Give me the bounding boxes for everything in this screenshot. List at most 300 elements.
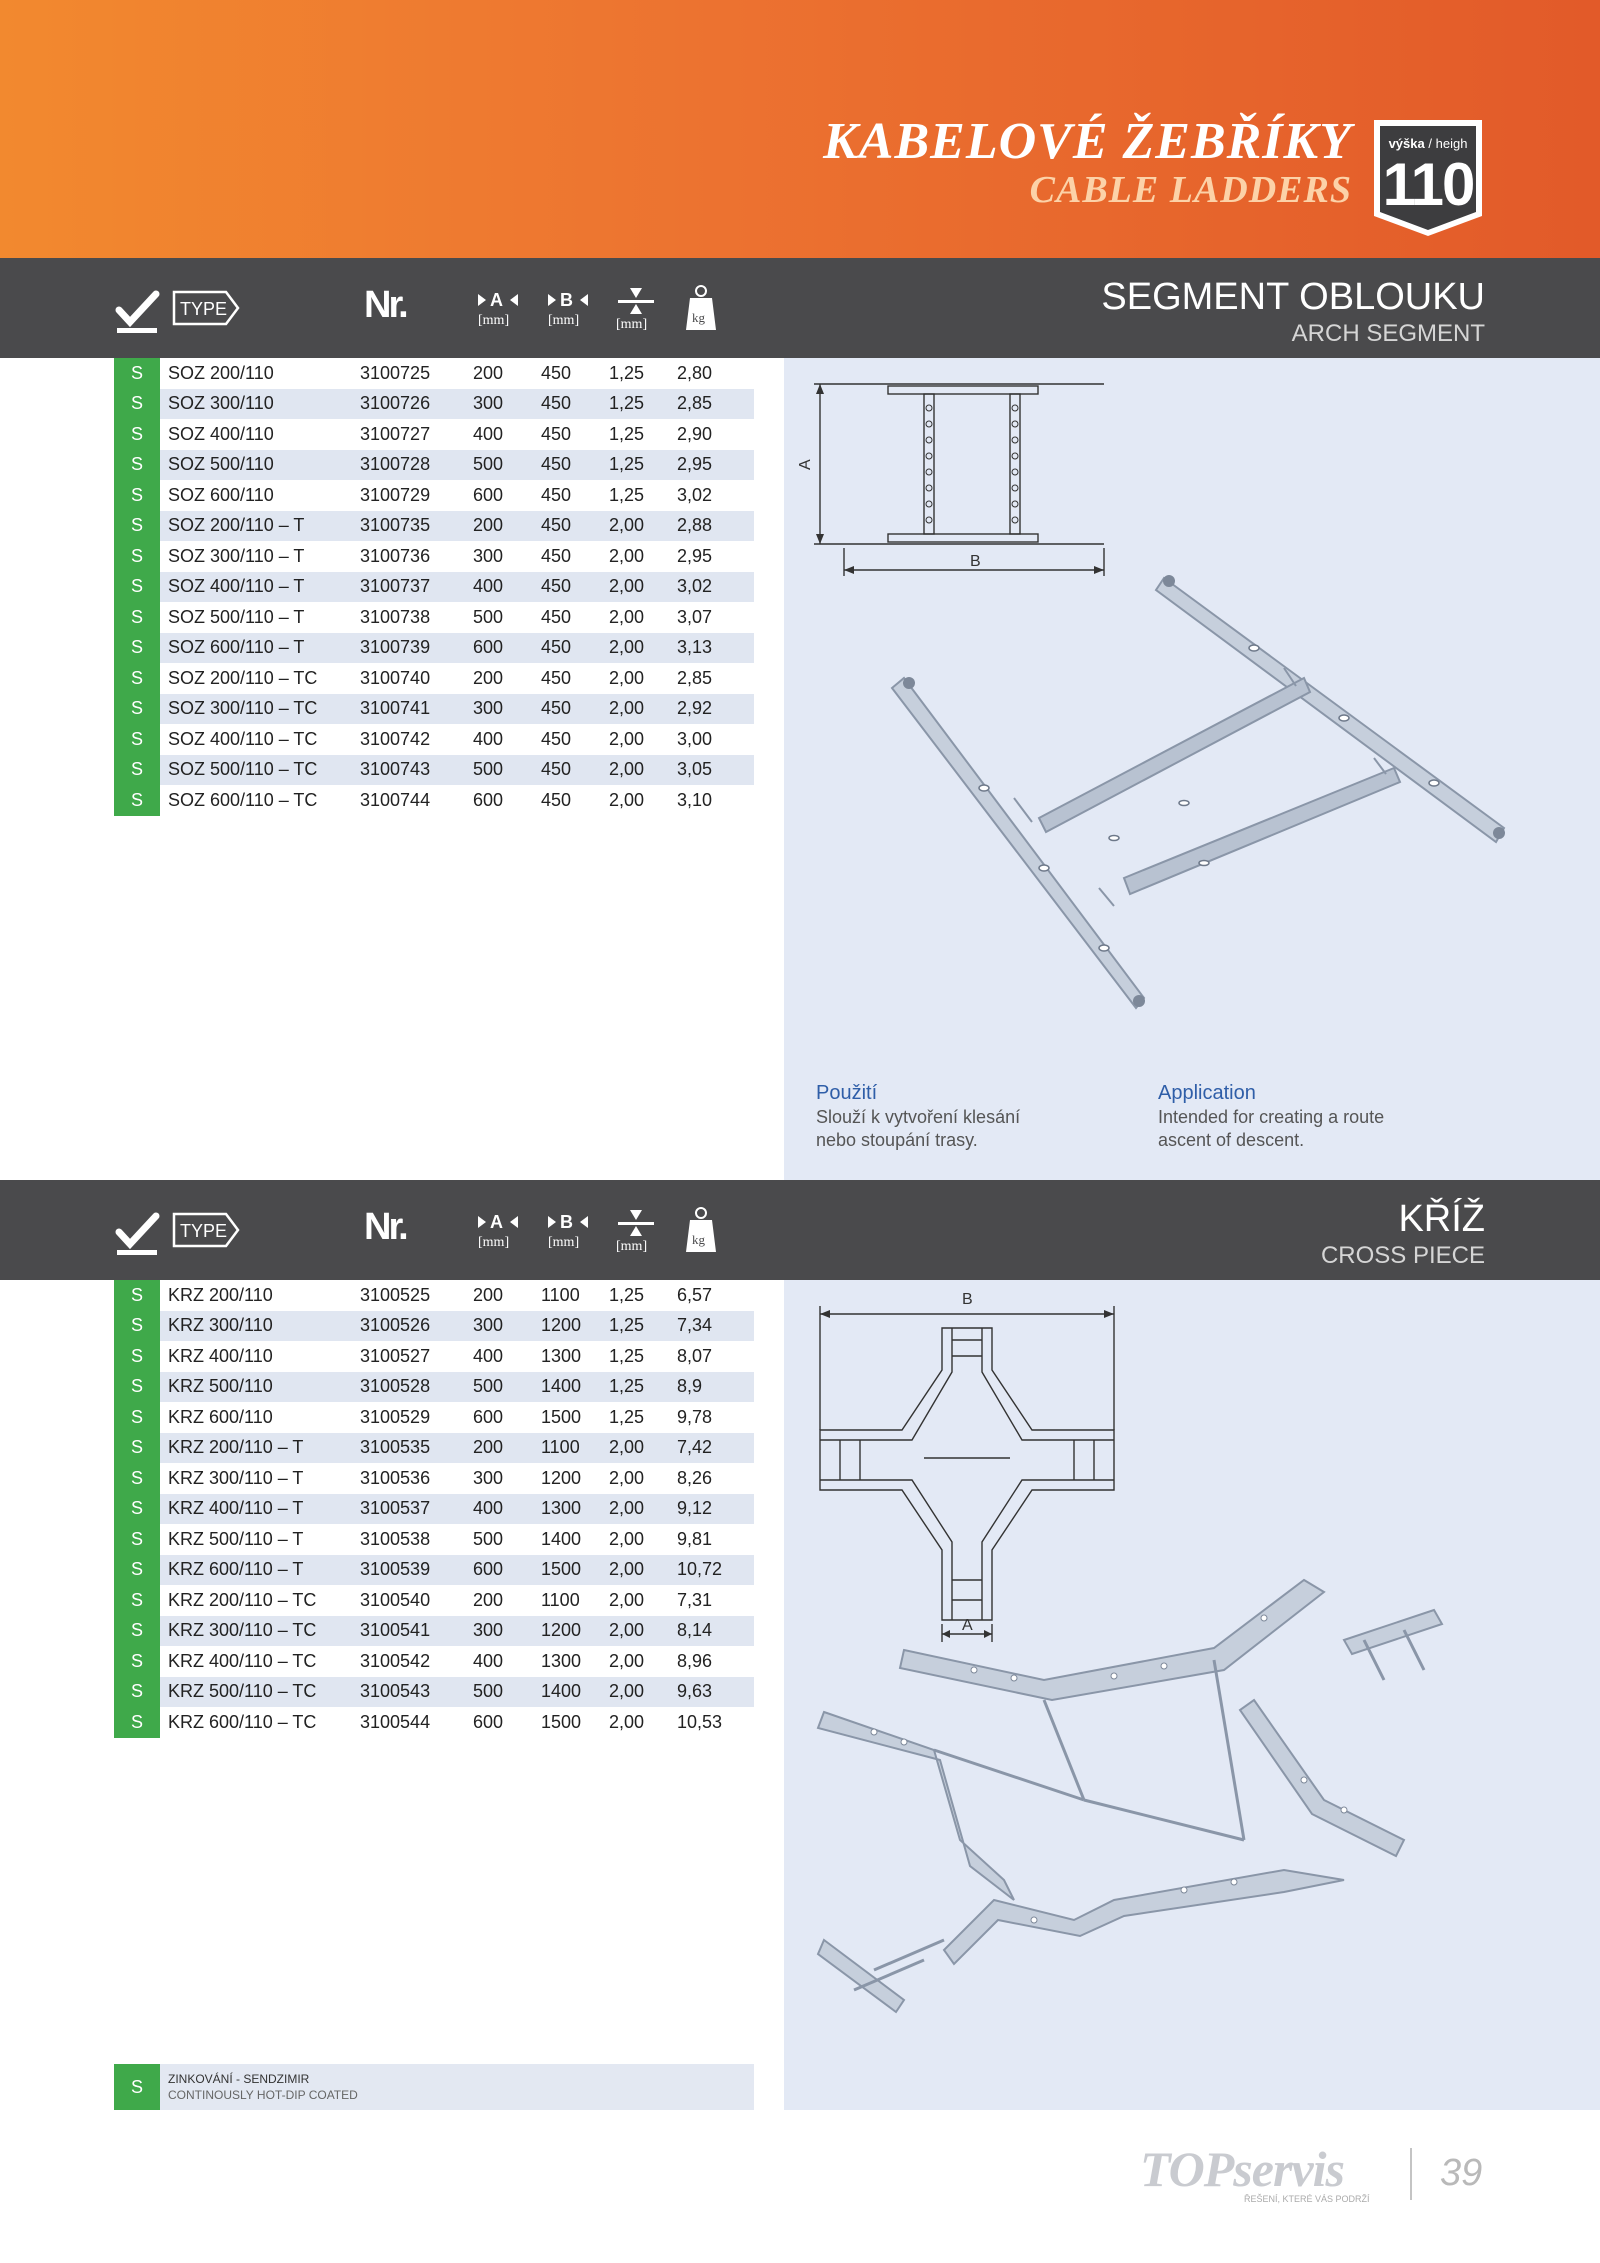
cell-surface-code: S xyxy=(114,1524,160,1555)
cell-nr: 3100743 xyxy=(360,755,473,786)
table-row xyxy=(114,755,754,786)
cell-nr: 3100737 xyxy=(360,572,473,603)
cell-type: SOZ 200/110 – TC xyxy=(168,667,318,688)
cell-type: KRZ 200/110 – TC xyxy=(168,1589,317,1610)
cell-thickness: 1,25 xyxy=(609,423,645,444)
dimension-a-icon xyxy=(476,258,520,358)
cell-surface-code: S xyxy=(114,1402,160,1433)
cell-type: SOZ 300/110 xyxy=(160,389,360,420)
cell-thickness: 1,25 xyxy=(609,362,645,383)
cell-type: SOZ 200/110 – T xyxy=(160,511,360,542)
cell-dim-b: 1300 xyxy=(541,1345,582,1366)
cell-weight: 10,72 xyxy=(677,1555,754,1586)
cell-dim-a: 500 xyxy=(473,606,504,627)
cell-weight: 3,10 xyxy=(677,789,713,810)
cell-nr: 3100535 xyxy=(360,1433,473,1464)
cell-dim-b: 450 xyxy=(541,450,609,481)
svg-text:kg: kg xyxy=(692,1232,705,1247)
cell-type: SOZ 500/110 – TC xyxy=(160,755,360,786)
cell-weight: 2,95 xyxy=(677,450,754,481)
cross-piece-table xyxy=(114,1280,754,1738)
table-row xyxy=(114,1616,754,1647)
cell-dim-b: 450 xyxy=(541,667,572,688)
cell-thickness: 2,00 xyxy=(609,1650,645,1671)
cell-dim-b: 450 xyxy=(541,389,609,420)
section-bar-cross-piece xyxy=(0,1180,1600,1280)
legend xyxy=(114,2064,754,2110)
cell-weight: 3,02 xyxy=(677,572,754,603)
cross-piece-drawing xyxy=(784,1280,1600,2110)
cell-thickness: 1,25 xyxy=(609,484,645,505)
cell-surface-code: S xyxy=(114,633,160,664)
table-row xyxy=(114,1646,754,1677)
table-row xyxy=(114,511,754,542)
table-row xyxy=(114,1311,754,1342)
cell-thickness: 2,00 xyxy=(609,1494,677,1525)
svg-text:A: A xyxy=(490,1212,503,1232)
cell-surface-code: S xyxy=(114,511,160,542)
dimension-b-icon xyxy=(546,258,590,358)
cell-type: SOZ 300/110 – T xyxy=(168,545,305,566)
cell-dim-b: 1400 xyxy=(541,1372,609,1403)
cell-nr: 3100727 xyxy=(360,423,431,444)
nr-header: Nr. xyxy=(364,1206,406,1248)
table-row xyxy=(114,389,754,420)
table-row xyxy=(114,602,754,633)
cell-dim-a: 300 xyxy=(473,1311,541,1342)
table-row xyxy=(114,1341,754,1372)
cell-dim-a: 400 xyxy=(473,1650,504,1671)
table-row xyxy=(114,694,754,725)
table-row xyxy=(114,1524,754,1555)
cell-type: KRZ 400/110 – T xyxy=(160,1494,360,1525)
table-row xyxy=(114,1555,754,1586)
cell-surface-code: S xyxy=(114,1707,160,1738)
cell-weight: 7,31 xyxy=(677,1589,713,1610)
cell-thickness: 1,25 xyxy=(609,1372,677,1403)
cell-surface-code: S xyxy=(114,1372,160,1403)
legend-line2: CONTINOUSLY HOT-DIP COATED xyxy=(168,2088,358,2102)
cell-surface-code: S xyxy=(114,1280,160,1311)
cell-weight: 2,92 xyxy=(677,694,754,725)
cell-type: KRZ 400/110 xyxy=(168,1345,273,1366)
logo-text: TOPservis xyxy=(1140,2141,1344,2197)
page-number: 39 xyxy=(1440,2152,1483,2194)
cell-dim-a: 400 xyxy=(473,572,541,603)
svg-text:B: B xyxy=(560,1212,573,1232)
table-row xyxy=(114,419,754,450)
cell-surface-code: S xyxy=(114,1555,160,1586)
cell-surface-code: S xyxy=(114,1433,160,1464)
cell-surface-code: S xyxy=(114,663,160,694)
cell-weight: 3,13 xyxy=(677,633,754,664)
cell-thickness: 1,25 xyxy=(609,1406,645,1427)
table-row xyxy=(114,724,754,755)
cell-weight: 2,88 xyxy=(677,511,754,542)
cell-thickness: 2,00 xyxy=(609,1433,677,1464)
cell-dim-a: 600 xyxy=(473,1555,541,1586)
cell-thickness: 2,00 xyxy=(609,1589,645,1610)
height-badge xyxy=(1370,116,1486,240)
cell-dim-a: 200 xyxy=(473,1433,541,1464)
cell-dim-a: 600 xyxy=(473,1711,504,1732)
cell-nr: 3100541 xyxy=(360,1616,473,1647)
cell-thickness: 2,00 xyxy=(609,789,645,810)
cell-surface-code: S xyxy=(114,1646,160,1677)
cell-surface-code: S xyxy=(114,450,160,481)
cell-weight: 3,05 xyxy=(677,755,754,786)
cell-surface-code: S xyxy=(114,1311,160,1342)
cell-surface-code: S xyxy=(114,1463,160,1494)
cell-nr: 3100536 xyxy=(360,1467,431,1488)
cell-weight: 7,42 xyxy=(677,1433,754,1464)
table-row xyxy=(114,663,754,694)
application-en xyxy=(1158,1082,1384,1152)
cell-nr: 3100735 xyxy=(360,511,473,542)
svg-text:A: A xyxy=(962,1617,973,1634)
cell-dim-a: 200 xyxy=(473,1284,504,1305)
cell-surface-code: S xyxy=(114,602,160,633)
cell-dim-a: 600 xyxy=(473,633,541,664)
cell-thickness: 1,25 xyxy=(609,1284,645,1305)
cell-weight: 10,53 xyxy=(677,1711,723,1732)
cell-nr: 3100527 xyxy=(360,1345,431,1366)
section-title: KŘÍŽ xyxy=(1398,1198,1485,1240)
topservis-logo xyxy=(1140,2140,1380,2210)
svg-text:TYPE: TYPE xyxy=(180,299,228,319)
cell-type: KRZ 500/110 – TC xyxy=(160,1677,360,1708)
cell-type: KRZ 300/110 – TC xyxy=(160,1616,360,1647)
cell-dim-b: 450 xyxy=(541,633,609,664)
cross-piece-image-panel xyxy=(784,1280,1600,2110)
cell-type: SOZ 300/110 – TC xyxy=(160,694,360,725)
cell-weight: 9,63 xyxy=(677,1677,754,1708)
cell-dim-a: 300 xyxy=(473,694,541,725)
legend-line1: ZINKOVÁNÍ - SENDZIMIR xyxy=(168,2072,310,2086)
cell-nr: 3100726 xyxy=(360,389,473,420)
svg-text:kg: kg xyxy=(692,310,705,325)
thickness-icon xyxy=(614,258,658,358)
cell-nr: 3100526 xyxy=(360,1311,473,1342)
cell-surface-code: S xyxy=(114,541,160,572)
cell-weight: 2,85 xyxy=(677,667,713,688)
cell-nr: 3100728 xyxy=(360,450,473,481)
cell-surface-code: S xyxy=(114,1341,160,1372)
cell-dim-a: 300 xyxy=(473,545,504,566)
table-row xyxy=(114,1677,754,1708)
cell-surface-code: S xyxy=(114,755,160,786)
cell-type: KRZ 200/110 – T xyxy=(160,1433,360,1464)
cell-type: SOZ 400/110 – TC xyxy=(168,728,318,749)
arch-segment-table xyxy=(114,358,754,816)
cell-dim-a: 500 xyxy=(473,755,541,786)
cell-surface-code: S xyxy=(114,358,160,389)
arch-segment-image-panel xyxy=(784,358,1600,1180)
dimension-b-icon xyxy=(546,1180,590,1280)
table-row xyxy=(114,1433,754,1464)
cell-dim-b: 1500 xyxy=(541,1406,582,1427)
table-row xyxy=(114,541,754,572)
cell-thickness: 2,00 xyxy=(609,728,645,749)
cell-nr: 3100729 xyxy=(360,484,431,505)
svg-text:B: B xyxy=(970,553,981,570)
badge-label: výška / heigh xyxy=(1388,136,1468,151)
svg-text:A: A xyxy=(797,459,814,470)
check-icon xyxy=(114,258,164,358)
cell-nr: 3100538 xyxy=(360,1528,431,1549)
cell-weight: 3,02 xyxy=(677,484,713,505)
cell-thickness: 2,00 xyxy=(609,1467,645,1488)
cell-thickness: 2,00 xyxy=(609,1677,677,1708)
cell-type: KRZ 200/110 xyxy=(168,1284,273,1305)
thickness-icon xyxy=(614,1180,658,1280)
section-subtitle: CROSS PIECE xyxy=(1320,1242,1485,1269)
cell-nr: 3100739 xyxy=(360,633,473,664)
cell-surface-code: S xyxy=(114,724,160,755)
cell-weight: 9,12 xyxy=(677,1494,754,1525)
cell-weight: 2,80 xyxy=(677,362,713,383)
type-tag-icon xyxy=(172,258,242,358)
cell-dim-b: 1500 xyxy=(541,1711,582,1732)
cell-weight: 8,07 xyxy=(677,1345,713,1366)
cell-dim-a: 300 xyxy=(473,389,541,420)
application-cz xyxy=(816,1082,1020,1152)
arch-segment-drawing xyxy=(784,358,1600,1180)
cell-thickness: 2,00 xyxy=(609,1528,645,1549)
cell-dim-b: 1300 xyxy=(541,1494,609,1525)
cell-type: SOZ 400/110 – T xyxy=(160,572,360,603)
application-cz-heading: Použití xyxy=(816,1082,878,1104)
table-row xyxy=(114,572,754,603)
cell-dim-a: 500 xyxy=(473,1528,504,1549)
cell-dim-b: 1500 xyxy=(541,1555,609,1586)
cell-surface-code: S xyxy=(114,1585,160,1616)
cell-nr: 3100736 xyxy=(360,545,431,566)
cell-type: KRZ 500/110 – T xyxy=(168,1528,304,1549)
cell-dim-a: 600 xyxy=(473,484,504,505)
section-title: SEGMENT OBLOUKU xyxy=(1101,276,1485,318)
cell-dim-a: 400 xyxy=(473,423,504,444)
cell-dim-a: 500 xyxy=(473,1372,541,1403)
cell-nr: 3100537 xyxy=(360,1494,473,1525)
cell-dim-a: 600 xyxy=(473,1406,504,1427)
svg-text:A: A xyxy=(490,290,503,310)
cell-thickness: 2,00 xyxy=(609,545,645,566)
nr-header: Nr. xyxy=(364,284,406,326)
cell-dim-a: 200 xyxy=(473,667,504,688)
table-row xyxy=(114,1372,754,1403)
cell-dim-b: 1300 xyxy=(541,1650,582,1671)
cell-type: SOZ 600/110 – TC xyxy=(168,789,318,810)
cell-dim-b: 1100 xyxy=(541,1284,580,1305)
svg-text:[mm]: [mm] xyxy=(478,313,510,328)
application-en-heading: Application xyxy=(1158,1082,1256,1104)
cell-surface-code: S xyxy=(114,785,160,816)
cell-dim-b: 1400 xyxy=(541,1528,582,1549)
svg-text:[mm]: [mm] xyxy=(478,1235,510,1250)
svg-text:[mm]: [mm] xyxy=(616,1239,648,1254)
table-row xyxy=(114,785,754,816)
cell-nr: 3100543 xyxy=(360,1677,473,1708)
cell-dim-a: 400 xyxy=(473,728,504,749)
legend-code: S xyxy=(114,2064,160,2110)
cell-weight: 2,95 xyxy=(677,545,713,566)
table-row xyxy=(114,1585,754,1616)
cell-weight: 9,81 xyxy=(677,1528,713,1549)
cell-surface-code: S xyxy=(114,694,160,725)
cell-dim-b: 450 xyxy=(541,511,609,542)
weight-icon xyxy=(684,258,718,358)
weight-icon xyxy=(684,1180,718,1280)
cell-dim-a: 400 xyxy=(473,1494,541,1525)
cell-type: KRZ 500/110 xyxy=(160,1372,360,1403)
cell-dim-b: 1200 xyxy=(541,1616,609,1647)
cell-dim-b: 450 xyxy=(541,789,572,810)
title-en: CABLE LADDERS xyxy=(1029,169,1352,211)
check-icon xyxy=(114,1180,164,1280)
table-row xyxy=(114,450,754,481)
page-header xyxy=(0,0,1600,258)
cell-thickness: 2,00 xyxy=(609,1616,677,1647)
cell-dim-b: 450 xyxy=(541,423,572,444)
svg-text:[mm]: [mm] xyxy=(548,1235,580,1250)
cell-thickness: 2,00 xyxy=(609,1555,677,1586)
svg-text:B: B xyxy=(962,1291,973,1308)
cell-surface-code: S xyxy=(114,1677,160,1708)
type-tag-icon xyxy=(172,1180,242,1280)
cell-thickness: 1,25 xyxy=(609,1345,645,1366)
cell-surface-code: S xyxy=(114,389,160,420)
table-row xyxy=(114,358,754,389)
cell-weight: 3,07 xyxy=(677,606,713,627)
table-row xyxy=(114,480,754,511)
table-row xyxy=(114,633,754,664)
table-row xyxy=(114,1494,754,1525)
svg-text:[mm]: [mm] xyxy=(548,313,580,328)
table-row xyxy=(114,1280,754,1311)
cell-surface-code: S xyxy=(114,1494,160,1525)
cell-dim-a: 600 xyxy=(473,789,504,810)
cell-weight: 8,14 xyxy=(677,1616,754,1647)
cell-dim-b: 450 xyxy=(541,694,609,725)
cell-thickness: 2,00 xyxy=(609,633,677,664)
cell-type: KRZ 600/110 xyxy=(168,1406,273,1427)
application-cz-line2: nebo stoupání trasy. xyxy=(816,1130,978,1150)
cell-weight: 2,85 xyxy=(677,389,754,420)
cell-dim-b: 450 xyxy=(541,362,572,383)
cell-thickness: 1,25 xyxy=(609,450,677,481)
cell-dim-a: 200 xyxy=(473,511,541,542)
cell-type: SOZ 400/110 xyxy=(168,423,274,444)
cell-nr: 3100529 xyxy=(360,1406,431,1427)
cell-dim-b: 450 xyxy=(541,728,572,749)
svg-text:TYPE: TYPE xyxy=(180,1221,228,1241)
cell-nr: 3100540 xyxy=(360,1589,431,1610)
cell-dim-b: 1100 xyxy=(541,1589,580,1610)
cell-dim-b: 450 xyxy=(541,572,609,603)
application-en-line1: Intended for creating a route xyxy=(1158,1107,1385,1127)
cell-type: SOZ 500/110 – T xyxy=(168,606,305,627)
cell-dim-b: 450 xyxy=(541,606,572,627)
cell-dim-a: 500 xyxy=(473,450,541,481)
cell-weight: 8,96 xyxy=(677,1650,713,1671)
cell-thickness: 2,00 xyxy=(609,606,645,627)
cell-type: KRZ 600/110 – T xyxy=(160,1555,360,1586)
cell-thickness: 2,00 xyxy=(609,572,677,603)
cell-thickness: 2,00 xyxy=(609,1711,645,1732)
cell-nr: 3100528 xyxy=(360,1372,473,1403)
cell-dim-b: 450 xyxy=(541,755,609,786)
cell-nr: 3100539 xyxy=(360,1555,473,1586)
dimension-a-icon xyxy=(476,1180,520,1280)
cell-thickness: 2,00 xyxy=(609,667,645,688)
table-row xyxy=(114,1402,754,1433)
section-bar-arch-segment xyxy=(0,258,1600,358)
cell-weight: 3,00 xyxy=(677,728,713,749)
cell-weight: 8,9 xyxy=(677,1372,754,1403)
cell-nr: 3100744 xyxy=(360,789,431,810)
svg-text:[mm]: [mm] xyxy=(616,317,648,332)
cell-type: SOZ 500/110 xyxy=(160,450,360,481)
cell-type: KRZ 400/110 – TC xyxy=(168,1650,317,1671)
cell-nr: 3100544 xyxy=(360,1711,431,1732)
cell-thickness: 1,25 xyxy=(609,1311,677,1342)
badge-value: 110 xyxy=(1382,151,1474,218)
cell-dim-b: 1400 xyxy=(541,1677,609,1708)
cell-nr: 3100542 xyxy=(360,1650,431,1671)
cell-dim-b: 450 xyxy=(541,545,572,566)
cell-type: SOZ 600/110 – T xyxy=(160,633,360,664)
cell-nr: 3100740 xyxy=(360,667,431,688)
cell-dim-a: 300 xyxy=(473,1616,541,1647)
cell-weight: 7,34 xyxy=(677,1311,754,1342)
cell-thickness: 2,00 xyxy=(609,694,677,725)
cell-nr: 3100742 xyxy=(360,728,431,749)
cell-type: KRZ 300/110 xyxy=(160,1311,360,1342)
cell-thickness: 2,00 xyxy=(609,755,677,786)
cell-nr: 3100525 xyxy=(360,1284,431,1305)
cell-dim-a: 300 xyxy=(473,1467,504,1488)
footer-divider xyxy=(1410,2148,1412,2200)
cell-dim-a: 500 xyxy=(473,1677,541,1708)
cell-dim-a: 200 xyxy=(473,1589,504,1610)
cell-surface-code: S xyxy=(114,480,160,511)
logo-tagline: ŘEŠENÍ, KTERÉ VÁS PODRŽÍ xyxy=(1244,2194,1370,2204)
cell-dim-b: 450 xyxy=(541,484,572,505)
application-cz-line1: Slouží k vytvoření klesání xyxy=(816,1107,1021,1127)
cell-type: SOZ 600/110 xyxy=(168,484,274,505)
cell-weight: 8,26 xyxy=(677,1467,713,1488)
table-row xyxy=(114,1707,754,1738)
cell-type: KRZ 300/110 – T xyxy=(168,1467,304,1488)
cell-nr: 3100725 xyxy=(360,362,431,383)
section-subtitle: ARCH SEGMENT xyxy=(1291,320,1485,347)
cell-weight: 2,90 xyxy=(677,423,713,444)
cell-surface-code: S xyxy=(114,572,160,603)
cell-dim-a: 400 xyxy=(473,1345,504,1366)
cell-surface-code: S xyxy=(114,419,160,450)
cell-surface-code: S xyxy=(114,1616,160,1647)
cell-weight: 9,78 xyxy=(677,1406,713,1427)
cell-type: SOZ 200/110 xyxy=(168,362,274,383)
cell-weight: 6,57 xyxy=(677,1284,713,1305)
cell-dim-b: 1200 xyxy=(541,1467,582,1488)
cell-dim-a: 200 xyxy=(473,362,504,383)
application-en-line2: ascent of descent. xyxy=(1158,1130,1305,1150)
cell-dim-b: 1100 xyxy=(541,1433,609,1464)
cell-type: KRZ 600/110 – TC xyxy=(168,1711,317,1732)
svg-text:B: B xyxy=(560,290,573,310)
